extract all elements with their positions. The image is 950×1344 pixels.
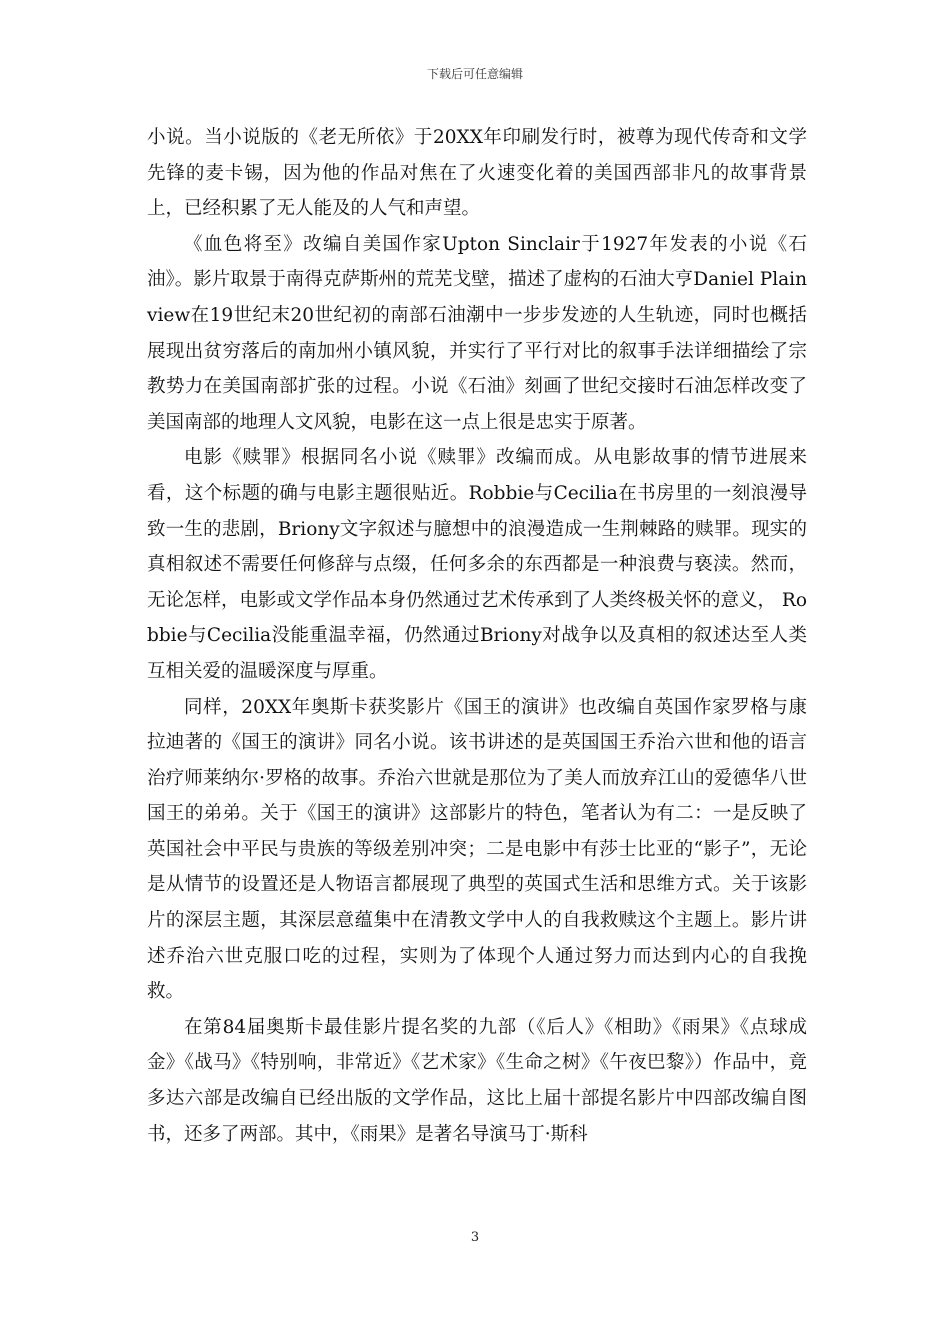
paragraph-continued: 小说。当小说版的《老无所依》于20XX年印刷发行时，被尊为现代传奇和文学先锋的麦卡锡，因为他的作品对焦在了火速变化着的美国西部非凡的故事背景上，已经积累了无人能及的人气和声望。 [147, 127, 807, 220]
paragraph-atonement: 电影《赎罪》根据同名小说《赎罪》改编而成。从电影故事的情节进展来看，这个标题的确与电影主题很贴近。Robbie与Cecilia在书房里的一刻浪漫导致一生的悲剧，Briony文字叙述与臆想中的浪漫造成一生荆棘路的赎罪。现实的真相叙述不需要任何修辞与点缀，任何多余的东西都是一种浪费与亵渎。然而，无论怎样，电影或文学作品本身仍然通过艺术传承到了人类终极关怀的意义， Robbie与Cecilia没能重温幸福，仍然通过Briony对战争以及真相的叙述达至人类互相关爱的温暖深度与厚重。 [147, 447, 807, 682]
body-text [147, 120, 807, 1152]
paragraph-there-will-be-blood: 《血色将至》改编自美国作家Upton Sinclair于1927年发表的小说《石油》。影片取景于南得克萨斯州的荒芜戈壁，描述了虚构的石油大亨Daniel Plainview在19世纪末20世纪初的南部石油潮中一步步发迹的人生轨迹，同时也概括展现出贫穷落后的南加州小镇风貌，并实行了平行对比的叙事手法详细描绘了宗教势力在美国南部扩张的过程。小说《石油》刻画了世纪交接时石油怎样改变了美国南部的地理人文风貌，电影在这一点上很是忠实于原著。 [147, 233, 807, 433]
page-number: 3 [470, 1230, 480, 1245]
paragraph-kings-speech: 同样，20XX年奥斯卡获奖影片《国王的演讲》也改编自英国作家罗格与康拉迪著的《国王的演讲》同名小说。该书讲述的是英国国王乔治六世和他的语言治疗师莱纳尔·罗格的故事。乔治六世就是那位为了美人而放弃江山的爱德华八世国王的弟弟。关于《国王的演讲》这部影片的特色，笔者认为有二：一是反映了英国社会中平民与贵族的等级差别冲突；二是电影中有莎士比亚的“影子”，无论是从情节的设置还是人物语言都展现了典型的英国式生活和思维方式。关于该影片的深层主题，其深层意蕴集中在清教文学中人的自我救赎这个主题上。影片讲述乔治六世克服口吃的过程，实则为了体现个人通过努力而达到内心的自我挽救。 [147, 696, 807, 1003]
page-header: 下载后可任意编辑 [426, 67, 523, 81]
paragraph-84th-oscars: 在第84届奥斯卡最佳影片提名奖的九部（《后人》《相助》《雨果》《点球成金》《战马》《特别响，非常近》《艺术家》《生命之树》《午夜巴黎》）作品中，竟多达六部是改编自已经出版的文学作品，这比上届十部提名影片中四部改编自图书，还多了两部。其中，《雨果》是著名导演马丁·斯科 [147, 1016, 807, 1145]
